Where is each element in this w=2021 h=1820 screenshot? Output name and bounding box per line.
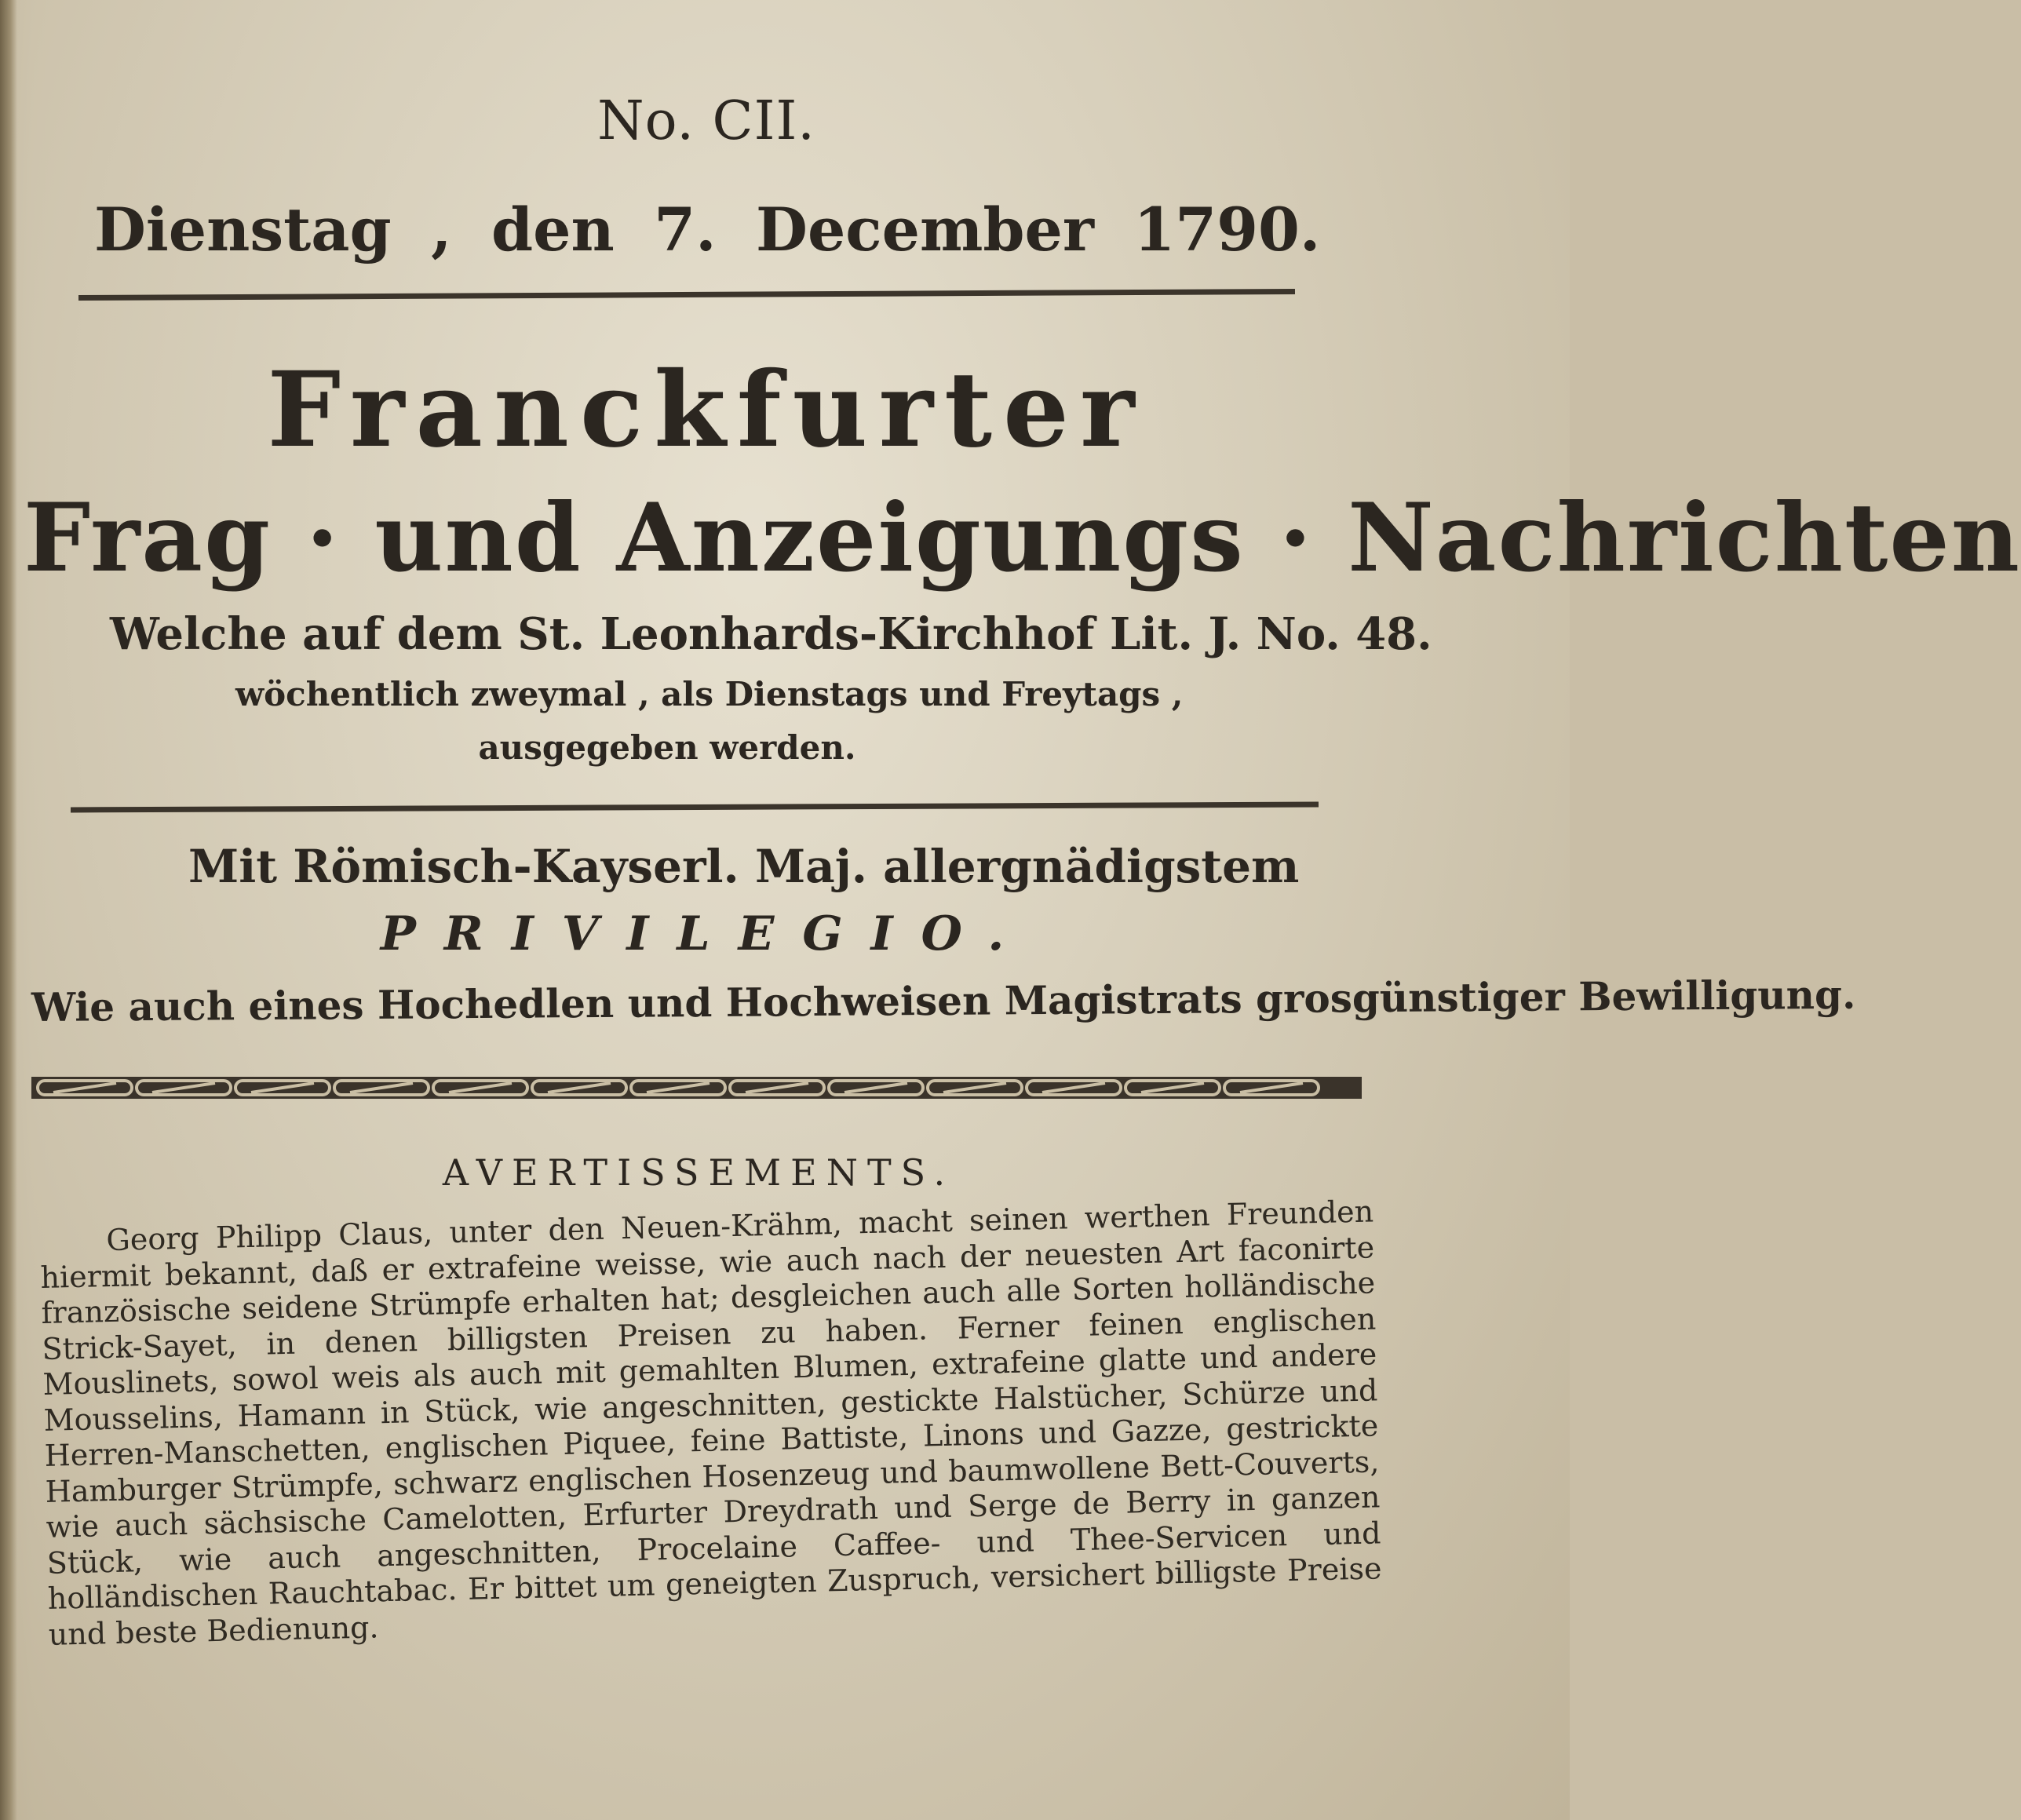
- chain-ornament-divider: [31, 1069, 1362, 1107]
- issue-number: No. CII.: [597, 90, 815, 152]
- magistrate-approval: Wie auch eines Hochedlen und Hochweisen Magistrats grosgünstiger Bewilligung.: [31, 971, 1856, 1031]
- middle-rule: [71, 802, 1319, 813]
- publisher-address: Welche auf dem St. Leonhards-Kirchhof Lit. J. No. 48.: [110, 608, 1432, 660]
- page-gutter-shadow: [0, 0, 17, 1820]
- privilege-word: PRIVILEGIO.: [380, 906, 1033, 961]
- top-rule: [78, 289, 1295, 301]
- publication-schedule: wöchentlich zweymal , als Dienstags und Freytags ,: [235, 675, 1184, 713]
- publication-schedule-end: ausgegeben werden.: [478, 728, 856, 767]
- section-heading: AVERTISSEMENTS.: [442, 1151, 955, 1194]
- privilege-line: Mit Römisch-Kayserl. Maj. allergnädigstem: [188, 840, 1300, 893]
- issue-date: Dienstag , den 7. December 1790.: [94, 195, 1321, 264]
- masthead-title-line2: Frag · und Anzeigungs · Nachrichten: [24, 483, 2021, 593]
- advertisement-text: Georg Philipp Claus, unter den Neuen-Krähm, macht seinen werthen Freunden hiermit bekannt, daß er extrafeine weisse, wie auch nach der neuesten Art faconirte französische seidene Strümpfe erhalten hat; desgleichen auch alle Sorten holländische Strick-Sayet, in denen billigsten Preisen zu haben. Ferner feinen englischen Mouslinets, sowol weis als auch mit gemahlten Blumen, extrafeine glatte und andere Mousselins, Hamann in Stück, wie angeschnitten, gestickte Halstücher, Schürze und Herren-Manschetten, englischen Piquee, feine Battiste, Linons und Gazze, gestrickte Hamburger Strümpfe, schwarz englischen Hosenzeug und baumwollene Bett-Couverts, wie auch sächsische Camelotten, Erfurter Dreydrath und Serge de Berry in ganzen Stück, wie auch angeschnitten, Procelaine Caffee- und Thee-Servicen und holländischen Rauchtabac. Er bittet um geneigten Zuspruch, versichert billigste Preise und beste Bedienung.: [40, 1194, 1382, 1652]
- masthead-title-line1: Franckfurter: [267, 349, 1146, 471]
